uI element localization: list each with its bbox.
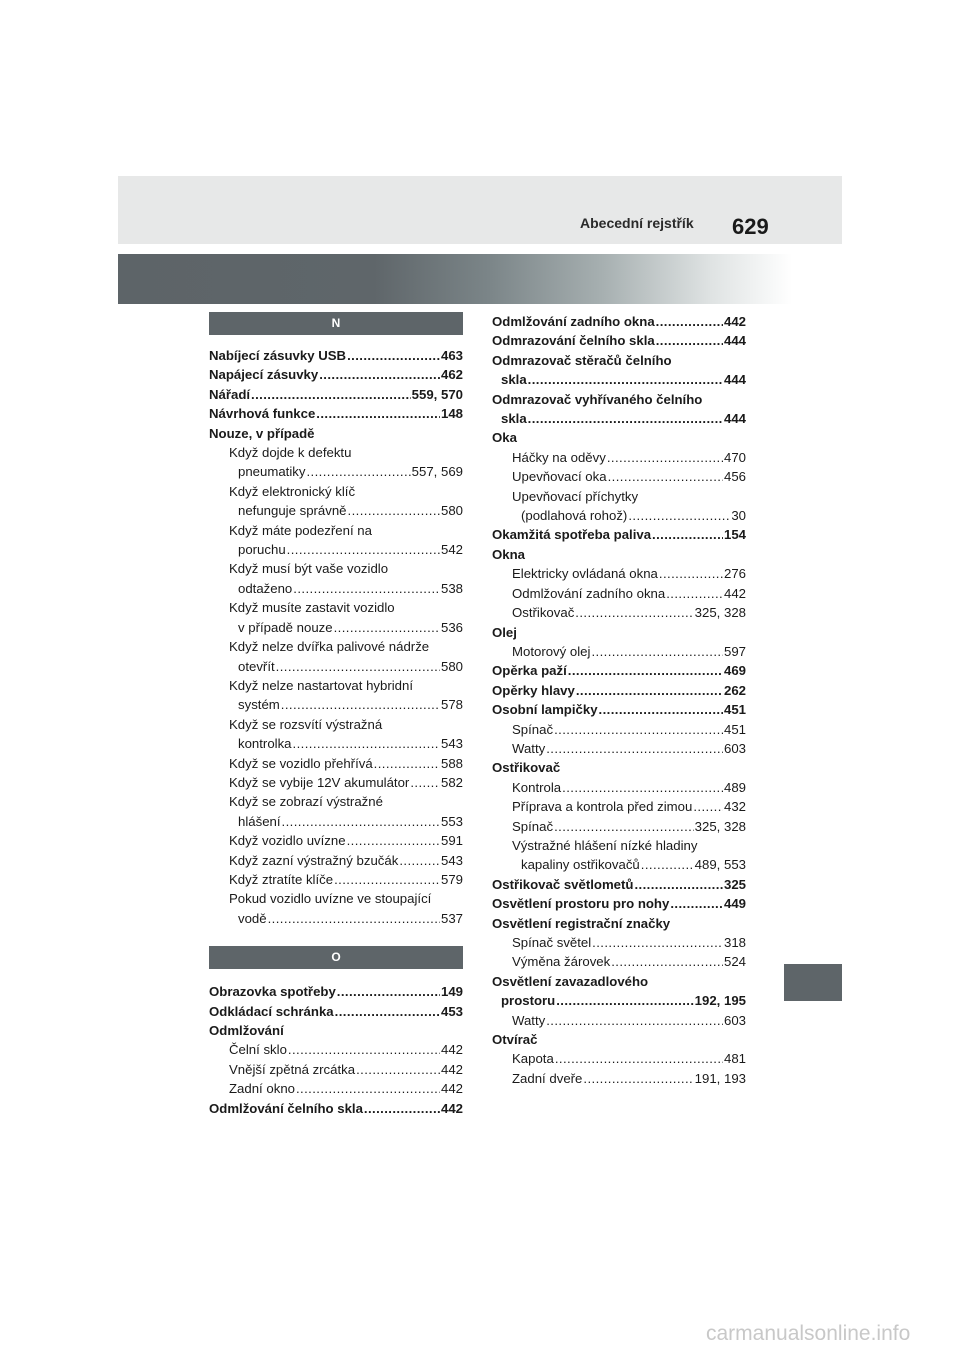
index-entry-label: Zadní okno [229, 1081, 295, 1097]
index-entry [209, 792, 463, 811]
index-entry [492, 428, 746, 447]
index-entry [492, 564, 746, 583]
index-entry-label: pneumatiky [238, 464, 306, 480]
index-entry-page: 489 [723, 779, 746, 795]
section-header-n: N [209, 312, 463, 335]
index-entry-label: (podlahová rohož) [521, 508, 628, 524]
index-entry-label: Nářadí [209, 386, 251, 402]
index-entry-label: Okamžitá spotřeba paliva [492, 527, 652, 543]
index-column-right [492, 312, 746, 1088]
entries-n [209, 346, 463, 928]
index-entry-page: 543 [440, 852, 463, 868]
index-entry [492, 875, 746, 894]
index-entry-label: Odmrazovač vyhřívaného čelního [492, 391, 703, 407]
index-entry [492, 1011, 746, 1030]
index-entry-label: Osvětlení registrační značky [492, 915, 671, 931]
leader-dots [575, 603, 693, 622]
index-entry-page: 318 [723, 935, 746, 950]
index-entry [209, 365, 463, 384]
index-entry [492, 448, 746, 467]
index-entry-label: Když ztratíte klíče [229, 871, 334, 887]
index-entry-label: kapaliny ostřikovačů [521, 857, 640, 873]
index-entry-label: Odmrazování čelního skla [492, 333, 655, 349]
index-entry-label: skla [501, 372, 527, 388]
index-entry-label: Návrhová funkce [209, 406, 316, 422]
index-entry [492, 952, 746, 971]
index-entry-page: 276 [723, 566, 746, 582]
index-entry-label: Když dojde k defektu [229, 445, 352, 461]
index-entry [209, 618, 463, 637]
index-entry-page: 149 [440, 984, 463, 1000]
index-entry [492, 778, 746, 797]
index-entry-label: Zadní dveře [512, 1070, 583, 1086]
leader-dots [399, 851, 440, 870]
index-entry-page: 442 [440, 1100, 463, 1116]
index-entry [492, 545, 746, 564]
index-entry-page: 582 [440, 774, 463, 790]
index-entry-label: hlášení [238, 813, 281, 829]
index-entry [209, 559, 463, 578]
leader-dots [652, 525, 723, 544]
index-entry [492, 797, 746, 816]
index-entry-label: Nouze, v případě [209, 425, 315, 441]
index-entry-label: Motorový olej [512, 643, 591, 659]
index-entry [492, 758, 746, 777]
index-entry-label: Opěrky hlavy [492, 682, 575, 698]
index-entry [492, 894, 746, 913]
index-entry [209, 657, 463, 676]
index-entry [492, 506, 746, 525]
leader-dots [282, 812, 440, 831]
leader-dots [607, 448, 723, 467]
index-entry-page: 603 [723, 740, 746, 756]
index-entry-page: 463 [440, 348, 463, 363]
index-entry-page: 462 [440, 367, 463, 383]
leader-dots [641, 855, 694, 874]
index-entry [209, 734, 463, 753]
leader-dots [659, 564, 723, 583]
index-entry-label: Ostřikovač světlometů [492, 876, 634, 892]
leader-dots [656, 331, 723, 350]
index-entry [492, 1049, 746, 1068]
index-entry-label: Olej [492, 624, 517, 640]
index-entry-page: 489, 553 [694, 857, 746, 873]
leader-dots [288, 1040, 440, 1059]
index-entry [492, 487, 746, 506]
index-entry [209, 1002, 463, 1021]
index-entry-page: 192, 195 [694, 993, 746, 1009]
leader-dots [319, 365, 440, 384]
index-entry-page: 325, 328 [694, 818, 746, 834]
index-entry [209, 1099, 463, 1118]
index-entry-label: Odmlžování zadního okna [492, 314, 655, 329]
header-title: Abecední rejstřík [580, 215, 694, 231]
leader-dots [268, 909, 440, 928]
index-entry-page: 557, 569 [411, 464, 463, 480]
index-entry [492, 1069, 746, 1088]
index-entry [209, 870, 463, 889]
index-entry-label: Když se vybije 12V akumulátor [229, 774, 410, 790]
index-entry [492, 720, 746, 739]
index-entry-page: 469 [723, 663, 746, 679]
index-entry-page: 444 [723, 372, 746, 388]
index-entry-label: Obrazovka spotřeby [209, 984, 336, 1000]
index-entry [492, 1030, 746, 1049]
index-entry-page: 579 [440, 871, 463, 887]
index-entry [209, 851, 463, 870]
index-entry-page: 559, 570 [411, 386, 463, 402]
index-entry-label: Opěrka paží [492, 663, 567, 679]
index-entry [209, 637, 463, 656]
index-entry [209, 346, 463, 365]
leader-dots [666, 584, 723, 603]
leader-dots [656, 312, 723, 331]
index-entry-label: Ostřikovač [512, 605, 575, 621]
leader-dots [568, 661, 723, 680]
watermark: carmanualsonline.info [706, 1322, 911, 1345]
index-entry [209, 754, 463, 773]
index-entry-page: 580 [440, 503, 463, 519]
index-entry-label: Když máte podezření na [229, 522, 372, 538]
index-entry [492, 700, 746, 719]
index-entry [209, 676, 463, 695]
index-entry [209, 462, 463, 481]
index-entry-page: 444 [723, 411, 746, 427]
leader-dots [528, 370, 723, 389]
leader-dots [556, 991, 693, 1010]
index-entry-label: Čelní sklo [229, 1042, 287, 1058]
index-entry-page: 538 [440, 580, 463, 596]
index-entry [209, 1060, 463, 1079]
index-entry [209, 404, 463, 423]
index-entry [492, 409, 746, 428]
index-entry [209, 521, 463, 540]
index-entry-page: 325 [723, 876, 746, 892]
index-entry-page: 262 [723, 682, 746, 698]
index-entry-label: Když zazní výstražný bzučák [229, 852, 399, 868]
leader-dots [410, 773, 440, 792]
index-entry-page: 580 [440, 658, 463, 674]
index-entry [209, 424, 463, 443]
index-entry [492, 623, 746, 642]
leader-dots [251, 385, 411, 404]
leader-dots [611, 952, 723, 971]
leader-dots [347, 346, 440, 365]
index-entry [209, 695, 463, 714]
leader-dots [293, 734, 440, 753]
chapter-side-tab [784, 964, 842, 1001]
index-entry-page: 578 [440, 697, 463, 713]
index-entry [492, 739, 746, 758]
index-entry-label: Když se rozsvítí výstražná [229, 716, 383, 732]
index-entry-label: Odmlžování [209, 1023, 284, 1038]
index-entry-label: Ostřikovač [492, 760, 561, 776]
index-entry [209, 1079, 463, 1098]
entries-right [492, 312, 746, 1088]
index-entry [209, 1040, 463, 1059]
index-entry-label: Když musíte zastavit vozidlo [229, 600, 395, 616]
leader-dots [296, 1079, 440, 1098]
index-entry-label: Oka [492, 430, 517, 446]
index-entry-page: 597 [723, 643, 746, 659]
index-entry-label: prostoru [501, 993, 556, 1009]
leader-dots [356, 1060, 440, 1079]
index-entry-label: vodě [238, 910, 267, 926]
index-entry-label: Otvírač [492, 1032, 538, 1048]
index-entry-page: 154 [723, 527, 746, 543]
index-entry-label: nefunguje správně [238, 503, 347, 519]
index-entry-label: Spínač světel [512, 935, 592, 950]
index-entry-page: 442 [440, 1042, 463, 1058]
index-entry-label: Napájecí zásuvky [209, 367, 319, 383]
index-entry-page: 453 [440, 1003, 463, 1019]
leader-dots [281, 695, 440, 714]
index-entry [492, 370, 746, 389]
index-entry-page: 442 [440, 1081, 463, 1097]
index-entry [209, 1021, 463, 1040]
index-entry [492, 467, 746, 486]
leader-dots [374, 754, 440, 773]
index-entry [492, 312, 746, 331]
chapter-gradient-band [118, 254, 792, 304]
index-entry-page: 442 [723, 314, 746, 329]
index-entry [492, 351, 746, 370]
index-entry [209, 715, 463, 734]
index-entry-label: Okna [492, 546, 525, 562]
section-header-o: O [209, 946, 463, 969]
index-entry-label: skla [501, 411, 527, 427]
leader-dots [693, 797, 723, 816]
index-entry-label: Elektricky ovládaná okna [512, 566, 658, 582]
index-entry [492, 681, 746, 700]
index-entry-label: Když nelze nastartovat hybridní [229, 677, 413, 693]
index-entry-label: Osvětlení zavazadlového [492, 973, 649, 989]
index-entry [492, 933, 746, 952]
leader-dots [293, 579, 440, 598]
index-entry [209, 443, 463, 462]
index-entry-label: odtaženo [238, 580, 293, 596]
index-column-left [209, 312, 463, 1118]
index-entry [492, 972, 746, 991]
leader-dots [591, 642, 723, 661]
index-entry-label: Spínač [512, 721, 554, 737]
index-entry-label: Kontrola [512, 779, 562, 795]
index-entry-page: 470 [723, 449, 746, 465]
leader-dots [306, 462, 410, 481]
index-entry [492, 642, 746, 661]
leader-dots [562, 778, 723, 797]
leader-dots [554, 720, 723, 739]
leader-dots [287, 540, 440, 559]
index-entry-label: Kapota [512, 1051, 554, 1067]
leader-dots [334, 618, 440, 637]
page-number: 629 [732, 214, 769, 239]
index-entry-label: Odmrazovač stěračů čelního [492, 352, 672, 368]
index-entry-label: Osobní lampičky [492, 702, 598, 718]
index-entry [209, 540, 463, 559]
index-entry-label: Když elektronický klíč [229, 483, 356, 499]
index-entry-page: 536 [440, 619, 463, 635]
index-entry [492, 836, 746, 855]
index-entry [209, 598, 463, 617]
index-entry-label: Upevňovací příchytky [512, 488, 639, 504]
index-entry-label: Pokud vozidlo uvízne ve stoupající [229, 891, 432, 907]
index-entry-page: 603 [723, 1012, 746, 1028]
index-entry-label: Spínač [512, 818, 554, 834]
index-entry [209, 385, 463, 404]
index-entry [492, 390, 746, 409]
leader-dots [276, 657, 440, 676]
index-entry-label: Když musí být vaše vozidlo [229, 561, 389, 577]
index-entry [492, 855, 746, 874]
index-entry-label: Upevňovací oka [512, 469, 607, 485]
index-entry-page: 444 [723, 333, 746, 349]
index-entry-page: 451 [723, 702, 746, 718]
index-entry [492, 603, 746, 622]
index-entry-label: otevřít [238, 658, 275, 674]
index-entry [492, 525, 746, 544]
index-entry-page: 591 [440, 833, 463, 849]
index-entry-label: Vnější zpětná zrcátka [229, 1061, 356, 1077]
index-entry-page: 432 [723, 799, 746, 815]
leader-dots [555, 1049, 723, 1068]
leader-dots [628, 506, 730, 525]
leader-dots [546, 1011, 723, 1030]
index-entry [209, 482, 463, 501]
leader-dots [599, 700, 723, 719]
index-entry [209, 579, 463, 598]
index-entry-page: 442 [440, 1061, 463, 1077]
index-entry [209, 889, 463, 908]
index-entry-page: 481 [723, 1051, 746, 1067]
index-entry-label: Osvětlení prostoru pro nohy [492, 896, 670, 912]
index-entry-label: Výstražné hlášení nízké hladiny [512, 837, 698, 853]
index-entry-label: Odkládací schránka [209, 1003, 334, 1019]
index-entry-page: 456 [723, 469, 746, 485]
index-entry-label: Příprava a kontrola před zimou [512, 799, 693, 815]
index-entry [492, 817, 746, 836]
leader-dots [316, 404, 440, 423]
index-entry [209, 812, 463, 831]
index-entry-page: 542 [440, 542, 463, 558]
index-entry [209, 831, 463, 850]
index-entry-label: Když nelze dvířka palivové nádrže [229, 639, 430, 655]
index-entry-label: poruchu [238, 542, 286, 558]
index-entry-label: Když vozidlo uvízne [229, 833, 346, 849]
index-entry-page: 543 [440, 736, 463, 752]
index-entry [209, 773, 463, 792]
leader-dots [334, 870, 440, 889]
index-entry-page: 30 [731, 508, 746, 524]
index-entry-page: 537 [440, 910, 463, 926]
index-entry-label: Watty [512, 740, 546, 756]
index-entry-page: 148 [440, 406, 463, 422]
index-entry-page: 553 [440, 813, 463, 829]
leader-dots [670, 894, 723, 913]
leader-dots [554, 817, 694, 836]
index-entry-page: 442 [723, 585, 746, 601]
index-entry [209, 909, 463, 928]
leader-dots [335, 1002, 440, 1021]
leader-dots [583, 1069, 693, 1088]
index-entry-page: 524 [723, 954, 746, 970]
leader-dots [348, 501, 440, 520]
index-entry [492, 914, 746, 933]
index-entry-label: Háčky na oděvy [512, 449, 606, 465]
leader-dots [347, 831, 440, 850]
leader-dots [337, 982, 440, 1001]
leader-dots [576, 681, 723, 700]
index-entry-label: Když se zobrazí výstražné [229, 794, 383, 810]
index-entry-page: 325, 328 [694, 605, 746, 621]
index-entry-label: Watty [512, 1012, 546, 1028]
leader-dots [634, 875, 723, 894]
index-entry-page: 191, 193 [694, 1070, 746, 1086]
index-entry-page: 588 [440, 755, 463, 771]
index-entry-label: systém [238, 697, 280, 713]
index-entry-label: v případě nouze [238, 619, 333, 635]
index-entry [209, 501, 463, 520]
entries-o [209, 982, 463, 1118]
index-entry [492, 661, 746, 680]
index-entry [492, 584, 746, 603]
leader-dots [364, 1099, 440, 1118]
leader-dots [528, 409, 723, 428]
index-entry-label: Odmlžování zadního okna [512, 585, 666, 601]
index-entry-label: Nabíjecí zásuvky USB [209, 348, 347, 363]
index-entry [492, 331, 746, 350]
index-entry-label: Výměna žárovek [512, 954, 611, 970]
index-entry [492, 991, 746, 1010]
index-entry-label: Odmlžování čelního skla [209, 1100, 363, 1116]
leader-dots [592, 933, 723, 952]
index-entry-label: kontrolka [238, 736, 292, 752]
index-entry-label: Když se vozidlo přehřívá [229, 755, 373, 771]
leader-dots [608, 467, 723, 486]
leader-dots [546, 739, 723, 758]
index-entry-page: 451 [723, 721, 746, 737]
index-entry-page: 449 [723, 896, 746, 912]
index-entry [209, 982, 463, 1001]
